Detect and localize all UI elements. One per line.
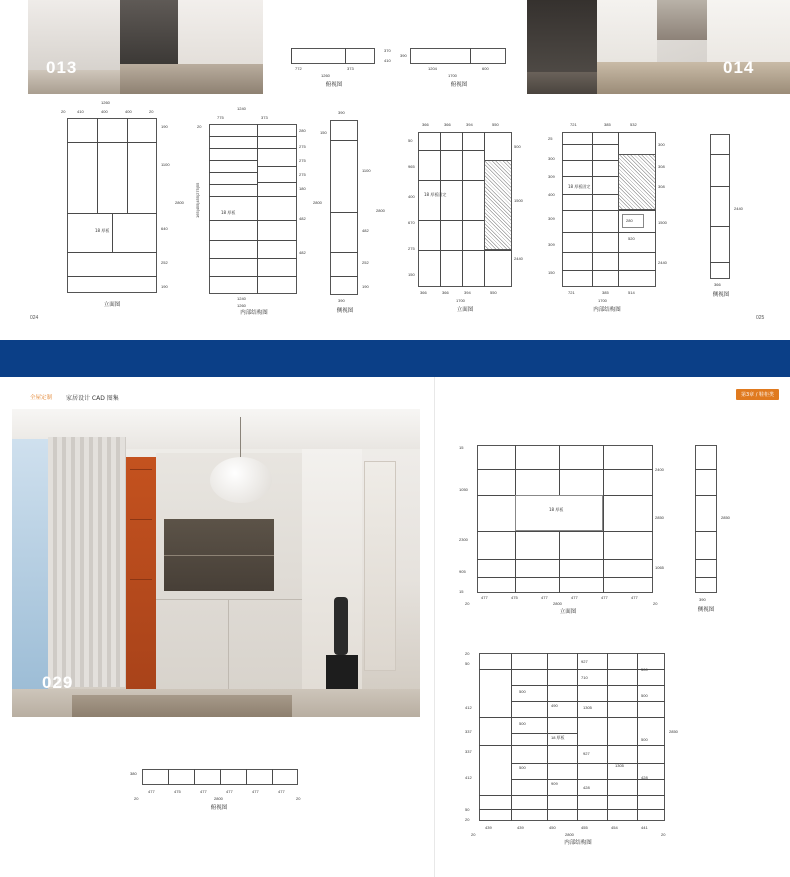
drawing-029-side: 2850 390 侧视图: [685, 445, 765, 610]
drawing-029-elevation: 15 1050 2300 905 15 18 厚板 2400 2850 1065 477 475 477 477 477 477 20 2800 20 立面图: [459, 445, 664, 615]
top-spread: 013 014 772 373 1260 俯视图 370 410 390 1204 600 1700 俯视图 1260 20 410 400 400 20 18 厚板 190 1100 640 252 190 2800 立面图 1240 775 373 20 18 厚板 280 275 275 275 180 482 482 2800 165|455|455|275|55 1240 1260 内部结构图 390 150 1100 482 252 190 2800 390 侧视图 366 366 394 550 18 厚板固定 50 965 400 670 275 150 500 1500 2440 366 366 394 550 1700 立面图 721 385 532 280 520 18 厚板固定 25 300 309 400 309 309 150 300 308 308 1500 2440 721 385 514 1700 内部结构图 2440 366 侧视图 024 025: [0, 0, 790, 340]
header-title: 家居设计 CAD 图集: [66, 395, 119, 402]
drawing-013-structure: 1240 775 373 20 18 厚板 280 275 275 275 180 482 482 2800 165|455|455|275|55 1240 1260 内部结构图: [195, 106, 322, 316]
caption-013-structure: 内部结构图: [240, 310, 268, 316]
drawing-014-elevation: 366 366 394 550 18 厚板固定 50 965 400 670 275 150 500 1500 2440 366 366 394 550 1700 立面图: [408, 122, 523, 313]
photo-label-029: 029: [42, 673, 74, 692]
note-014-elevation: 18 厚板固定: [424, 192, 447, 197]
note-029-elevation: 18 厚板: [549, 507, 564, 512]
caption-013-side: 侧视图: [336, 308, 354, 314]
drawing-013-side: 390 150 1100 482 252 190 2800 390 侧视图: [320, 110, 385, 314]
drawing-029-structure: 20 50 412 337 337 412 50 20 927 710 500 490 1305 500 18 厚板 927 500 909 428 500 500 500 428 2850 1305 439 439 450 455 454 441 20 2800 20 内部结构图: [465, 651, 678, 846]
note-014-structure: 18 厚板固定: [568, 184, 591, 189]
caption-014-plan: 俯视图: [450, 82, 468, 88]
caption-029-plan: 俯视图: [210, 805, 228, 811]
drawing-029-plan: 380 477 475 477 477 477 477 20 2800 20 俯视图: [130, 771, 301, 811]
caption-014-elevation: 立面图: [456, 307, 474, 313]
note-013-structure: 18 厚板: [221, 210, 236, 215]
drawing-014-structure: 721 385 532 280 520 18 厚板固定 25 300 309 400 309 309 150 300 308 308 1500 2440 721 385 514 1700 内部结构图: [548, 122, 667, 313]
folio-025: 025: [756, 315, 765, 321]
photo-label-013: 013: [46, 58, 78, 77]
caption-013-elevation: 立面图: [103, 302, 121, 308]
drawing-013-plan: 772 373 1260 俯视图: [285, 44, 385, 94]
drawing-014-side: 2440 366 侧视图: [700, 130, 770, 315]
bottom-right-page: [434, 377, 790, 877]
drawing-013-elevation: 1260 20 410 400 400 20 18 厚板 190 1100 640 252 190 2800 立面图: [61, 100, 184, 308]
note-013-elevation: 18 厚板: [95, 228, 110, 233]
header-brand: 全屋定制: [30, 395, 53, 401]
bottom-left-page: [0, 377, 432, 877]
photo-014: [527, 0, 790, 94]
caption-029-elevation: 立面图: [559, 609, 577, 615]
photo-013: [28, 0, 263, 94]
spread-divider: [0, 340, 790, 377]
caption-029-side: 侧视图: [697, 607, 715, 613]
caption-014-structure: 内部结构图: [593, 307, 621, 313]
caption-014-side: 侧视图: [712, 292, 730, 298]
photo-029: [12, 409, 420, 717]
folio-024: 024: [30, 315, 39, 321]
bottom-spread: [0, 377, 790, 877]
photo-label-014: 014: [723, 58, 755, 77]
caption-029-structure: 内部结构图: [564, 840, 592, 846]
caption-013-plan: 俯视图: [325, 82, 343, 88]
drawing-014-plan: 390 1204 600 1700 俯视图: [400, 44, 515, 94]
chapter-tab: 第3章 / 鞋柜类: [736, 389, 779, 400]
